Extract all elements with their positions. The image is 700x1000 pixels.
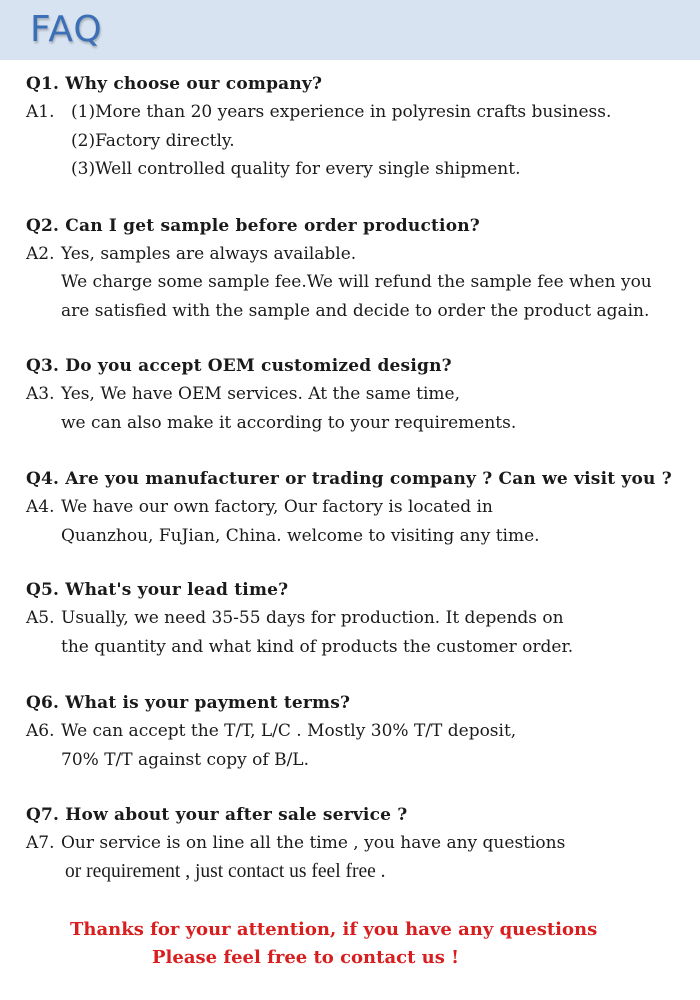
answer-7-line-2: or requirement , just contact us feel free . bbox=[65, 860, 386, 882]
answer-5-line-1: Usually, we need 35-55 days for production. It depends on bbox=[61, 608, 564, 628]
question-6: Q6. What is your payment terms? bbox=[26, 693, 351, 713]
answer-6 bbox=[26, 717, 686, 774]
faq-item-4 bbox=[26, 465, 686, 550]
answer-label-1: A1. bbox=[26, 102, 55, 122]
answer-6-line-1: We can accept the T/T, L/C . Mostly 30% T/T deposit, bbox=[61, 721, 517, 741]
answer-2-line-1: Yes, samples are always available. bbox=[61, 243, 357, 264]
question-2: Q2. Can I get sample before order production? bbox=[26, 215, 480, 236]
page-title: FAQ bbox=[30, 9, 103, 50]
answer-label-4: A4. bbox=[26, 497, 55, 517]
answer-label-2: A2. bbox=[26, 243, 55, 264]
answer-3 bbox=[26, 380, 686, 437]
question-7: Q7. How about your after sale service ? bbox=[26, 805, 408, 825]
answer-3-line-2: we can also make it according to your requirements. bbox=[61, 412, 517, 433]
answer-1-line-1: (1)More than 20 years experience in polyresin crafts business. bbox=[71, 102, 612, 122]
question-1: Q1. Why choose our company? bbox=[26, 74, 323, 94]
answer-6-line-2: 70% T/T against copy of B/L. bbox=[61, 749, 309, 770]
answer-4-line-2: Quanzhou, FuJian, China. welcome to visiting any time. bbox=[61, 525, 540, 546]
question-3: Q3. Do you accept OEM customized design? bbox=[26, 356, 452, 376]
question-4: Q4. Are you manufacturer or trading company ? Can we visit you ? bbox=[26, 469, 672, 489]
answer-1 bbox=[26, 98, 686, 184]
faq-item-2 bbox=[26, 212, 686, 326]
faq-item-3 bbox=[26, 352, 686, 437]
answer-label-5: A5. bbox=[26, 608, 55, 628]
answer-4 bbox=[26, 493, 686, 550]
answer-4-line-1: We have our own factory, Our factory is located in bbox=[61, 497, 493, 517]
closing-line-1: Thanks for your attention, if you have any questions bbox=[70, 919, 598, 940]
answer-3-line-1: Yes, We have OEM services. At the same time, bbox=[61, 384, 461, 404]
header-band bbox=[0, 0, 700, 60]
answer-label-3: A3. bbox=[26, 384, 55, 404]
question-5: Q5. What's your lead time? bbox=[26, 580, 289, 600]
answer-5 bbox=[26, 604, 686, 661]
faq-item-7 bbox=[26, 801, 686, 886]
answer-label-7: A7. bbox=[26, 833, 55, 853]
answer-7 bbox=[26, 829, 686, 886]
faq-list bbox=[26, 70, 686, 886]
answer-2-line-3: are satisfied with the sample and decide to order the product again. bbox=[61, 300, 650, 321]
answer-7-line-1: Our service is on line all the time , you have any questions bbox=[61, 833, 566, 853]
faq-item-5 bbox=[26, 576, 686, 661]
answer-2-line-2: We charge some sample fee.We will refund the sample fee when you bbox=[61, 272, 652, 292]
closing-line-2: Please feel free to contact us ! bbox=[152, 947, 460, 968]
answer-1-line-2: (2)Factory directly. bbox=[71, 130, 235, 151]
answer-label-6: A6. bbox=[26, 721, 55, 741]
answer-5-line-2: the quantity and what kind of products the customer order. bbox=[61, 636, 574, 657]
answer-2 bbox=[26, 240, 686, 326]
answer-1-line-3: (3)Well controlled quality for every single shipment. bbox=[71, 159, 521, 179]
faq-item-6 bbox=[26, 689, 686, 774]
faq-item-1 bbox=[26, 70, 686, 184]
